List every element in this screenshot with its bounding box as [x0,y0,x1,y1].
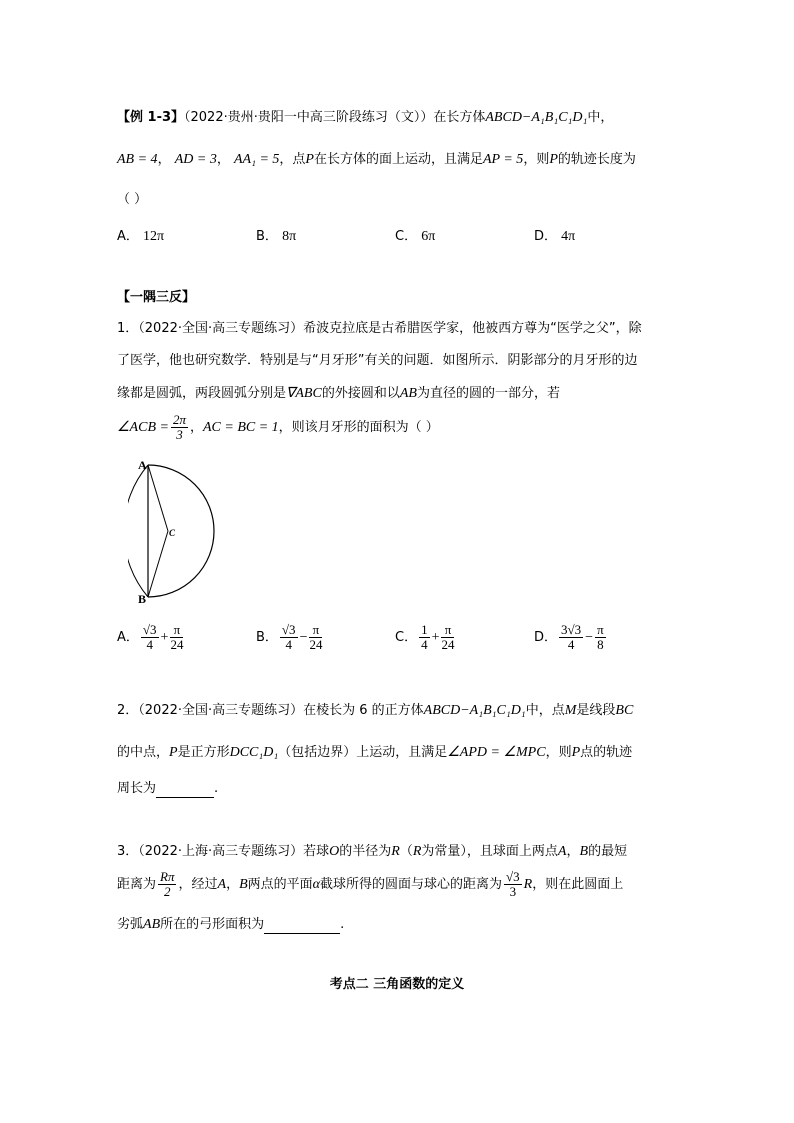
example-source: （2022·贵州·贵阳一中高三阶段练习（文））在长方体 [184,110,486,125]
example-option-d: D． 4π [534,229,576,244]
q2-line-2: 的中点，P是正方形DCC₁D₁（包括边界）上运动，且满足∠APD = ∠MPC，则P点的轨迹 [117,745,633,760]
example-option-c: C． 6π [395,229,436,244]
q2-answer-blank[interactable] [156,783,214,798]
q2-line-1: 2．（2022·全国·高三专题练习）在棱长为 6 的正方体ABCD−A₁B₁C₁D₁中，点M是线段BC [117,703,634,718]
next-section-title: 考点二 三角函数的定义 [329,977,465,992]
angle-fraction: $\frac{2\pi}{3}$ [172,412,186,442]
example-line-1: 【例 1-3】（2022·贵州·贵阳一中高三阶段练习（文））在长方体ABCD−A₁B₁C₁D₁中， [117,110,614,125]
q2-line-3: 周长为 . [117,781,219,796]
example-solid: ABCD−A₁B₁C₁D₁ [485,110,588,125]
q1-line-1: 1．（2022·全国·高三专题练习）希波克拉底是古希腊医学家，他被西方尊为“医学之父”，除 [117,321,642,336]
q1-option-c: C． $\frac{1}{4}$ + $\frac{\pi}{24}$ [395,622,455,652]
label-b: B [138,592,147,606]
q1-option-a: A． $\frac{√3}{4}$ + $\frac{\pi}{24}$ [117,622,184,652]
lune-figure [128,455,218,607]
q3-line-1: 3．（2022·上海·高三专题练习）若球O的半径为R（R为常量），且球面上两点A，B的最短 [117,844,628,859]
label-a: A [138,458,147,472]
example-option-b: B． 8π [256,229,297,244]
example-tag: 【例 1-3】 [117,110,185,125]
section-title: 【一隅三反】 [117,290,196,305]
example-option-a: A． 12π [117,229,165,244]
lune-shaded-region [148,465,214,597]
q1-line-3: 缘都是圆弧，两段圆弧分别是∇ABC的外接圆和以AB为直径的圆的一部分，若 [117,386,560,401]
example-line-2: AB = 4， AD = 3， AA₁ = 5，点P在长方体的面上运动，且满足AP = 5，则P的轨迹长度为 [117,152,636,167]
label-c: C [169,528,176,538]
q3-answer-blank[interactable] [264,919,340,934]
q1-line-2: 了医学，他也研究数学．特别是与“月牙形”有关的问题．如图所示．阴影部分的月牙形的边 [117,353,638,368]
example-answer-paren: （ ） [117,192,148,207]
q3-line-2: 距离为 $\frac{R\pi}{2}$ ，经过A，B两点的平面α截球所得的圆面与球心的距离为 $\frac{√3}{3}$ R，则在此圆面上 [117,869,624,899]
circumscribed-arc [128,465,148,597]
q3-line-3: 劣弧AB所在的弓形面积为 . [117,917,345,932]
q1-option-d: D． $\frac{3√3}{4}$ − $\frac{\pi}{8}$ [534,622,604,652]
q1-line-4: ∠ACB = $\frac{2\pi}{3}$ ，AC = BC = 1，则该月牙形的面积为（ ） [117,412,439,442]
q1-option-b: B． $\frac{√3}{4}$ − $\frac{\pi}{24}$ [256,622,323,652]
